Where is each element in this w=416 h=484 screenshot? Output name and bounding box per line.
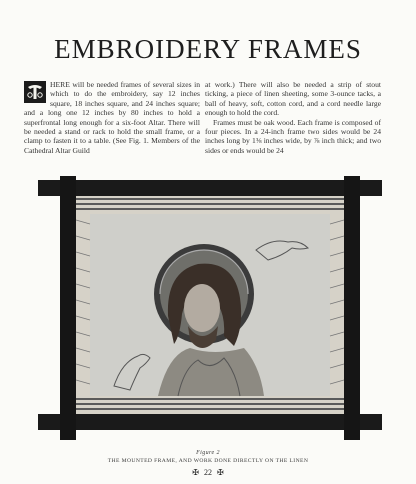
cross-left-icon: ✠ <box>192 468 199 477</box>
drop-cap-ornament-icon <box>24 81 46 103</box>
figure-embroidery-frame-photo <box>38 176 382 440</box>
page-title: EMBROIDERY FRAMES <box>54 34 362 64</box>
left-column <box>24 80 200 155</box>
figure-label: Figure 2 <box>196 450 220 456</box>
right-column-paragraph-1: at work.) There will also be needed a strip of stout ticking, a piece of linen sheeting, some 3-ounce tacks, a ball of heavy, soft, cotton cord, and a cord needle large enough to hold the cord. <box>205 80 381 118</box>
figure-caption: THE MOUNTED FRAME, AND WORK DONE DIRECTLY ON THE LINEN <box>107 458 309 464</box>
page-number: 22 <box>204 468 212 477</box>
right-column-paragraph-2: Frames must be oak wood. Each frame is composed of four pieces. In a 24-inch frame two sides would be 24 inches long by 1⅜ inches wide, by ⅞ inch thick; and two sides or ends would be 24 <box>205 117 381 155</box>
page-number-line <box>0 468 416 477</box>
cross-right-icon: ✠ <box>217 468 224 477</box>
left-column-text: HERE will be needed frames of several sizes in which to do the embroidery, say 12 inches square, 18 inches square, and 24 inches square; and a long one 12 inches by 80 inches to hold a superfrontal long enough for a six-foot Altar. There will be needed a stand or rack to hold the small frame, or a clamp to fasten it to a table. (See Fig. 1. Members of the Cathedral Altar Guild <box>24 80 200 155</box>
right-column <box>205 80 381 155</box>
